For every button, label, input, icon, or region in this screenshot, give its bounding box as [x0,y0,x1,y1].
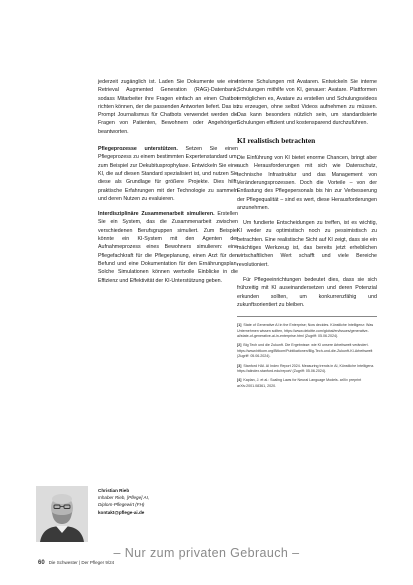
paragraph-lead: Pflegeprozesse unterstützen. [98,146,178,153]
footnote-text: Stanford HAI. AI Index Report 2024. Measuring trends in AI, Künstliche Intelligenz. https://aiindex.stanford.edu/report/ (Zugriff: 05.06.2024). [237,363,375,373]
author-name: Christian Rieb [98,488,130,493]
footnote-text: Kaplan, J. et al.: Scaling Laws for Neural Language Models. arXiv preprint arXiv:2001.08361, 2020. [237,378,362,388]
footnote [237,364,377,375]
footnote-number: [3] [237,363,242,368]
footnote-text: State of Generative AI in the Enterprise; Now decides. Künstliche Intelligenz: Was Unternehmen wissen sollten, https://www.deloitte.com/global/en/issues/generative-ai/state-of-generative-ai-in-enterprise.html (Zugriff: 05.06.2024). [237,323,374,338]
footnote [237,378,377,389]
footnote-number: [4] [237,378,242,383]
footnote-number: [1] [237,323,242,328]
footnote [237,343,377,359]
paragraph: Die Einführung von KI bietet enorme Chancen, bringt aber auch Herausforderungen mit sich wie Datenschutz, technische Infrastruktur und das Management von Veränderungsprozessen. Doch die Vorteile – von der Entlastung des Pflegepersonals bis hin zur Verbesserung der Pflegequalität – sind es wert, diese Herausforderungen anzunehmen. [237,155,377,211]
author-photo [36,486,88,542]
paragraph-text: jederzeit zugänglich ist. Laden Sie Dokumente wie eine Retrieval Augmented Generation (RAG)-Datenbank, sodass Mitarbeiter ihre Fragen einfach an einen Chatbot richten können, der die passenden Antworten liefert. Das ist Prompt Journalismus für Chatbots verwendet werden die Fragen von Patienten, Bewohnern oder Angehörigen beantworten. [98,79,238,135]
paragraph-lead: Interdisziplinäre Zusammenarbeit simulieren. [98,211,215,218]
footnote-number: [2] [237,343,242,348]
footnotes [237,316,377,389]
paragraph-text: Interne Schulungen mit Avataren. Entwickeln Sie interne Schulungen mithilfe von KI, genauer: Avatare. Plattformen ermöglichen es, Avatare zu erstellen und Schulungsvideos zu erzeugen, ohne selbst Videos aufnehmen zu müssen. Das kann besonders nützlich sein, um standardisierte Schulungen effizient und kostensparend durchzuführen. [237,79,377,127]
author-portrait-image [36,486,88,542]
footnote-text: Big Tech und die Zukunft. Die Ergebnisse: wie KI unsere Arbeitswelt verändert. https://www.bitkom.org/Bitkom/Publikationen/Big-Tech-und-die-Zukunft-KI-Arbeitswelt (Zugriff: 05.06.2024). [237,343,373,359]
left-column [98,78,238,292]
author-title: Diplom-Pflegewirt (FH) [98,502,145,508]
paragraph [237,78,377,128]
publication-name: Die Schwester | Der Pfleger 9/24 [48,560,115,565]
watermark: – Nur zum privaten Gebrauch – [113,546,300,560]
footnote [237,323,377,339]
paragraph [98,78,238,136]
page-footer [38,560,114,566]
author-email[interactable]: kontakt@pflege-ai.de [98,509,145,515]
author-info [98,487,149,516]
paragraph-text: Setzen Sie einen Pflegeprozess zu einem bestimmten Expertenstandard um, zum Beispiel zur Dekubitusprophylaxe. Entwickeln Sie eine KI, die auf diesen Standard spezialisiert ist, und nutzen Sie diese als Grundlage für größere Projekte. Dies hilft, praktische Erfahrungen mit der Technologie zu sammeln und deren Nutzen zu evaluieren. [98,146,238,202]
page-number: 60 [38,560,45,566]
paragraph [98,210,238,285]
author-title: Inhaber Rieb, [Pflege] AI, [98,495,150,501]
paragraph: Für Pflegeeinrichtungen bedeutet dies, dass sie sich frühzeitig mit KI auseinandersetzen und deren Potenzial erkunden sollten, um konkurrenzfähig und zukunftsorientiert zu bleiben. [237,276,377,308]
section-heading: KI realistisch betrachten [237,135,316,145]
paragraph-text: Erstellen Sie ein System, das die Zusammenarbeit zwischen verschiedenen Berufsgruppen simuliert. Zum Beispiel könnte ein KI-System mit den Agenten der Aufnahmeprozess eines Bewohners simulieren: eine Pflegefachkraft für die Pflegeplanung, einen Arzt für den Befund und eine Dokumentation für den Ernährungsplan. Solche Simulationen können wertvolle Einblicke in die Effizienz und Effektivität der KI-Unterstützung geben. [98,211,238,284]
paragraph: Um fundierte Entscheidungen zu treffen, ist es wichtig, KI weder zu optimistisch noch zu pessimistisch zu betrachten. Eine realistische Sicht auf KI zeigt, dass sie ein mächtiges Werkzeug ist, das bereits jetzt erheblichen wirtschaftlichen Wert schafft und viele Bereiche revolutioniert. [237,220,377,268]
right-column [237,78,377,393]
paragraph [98,145,238,203]
